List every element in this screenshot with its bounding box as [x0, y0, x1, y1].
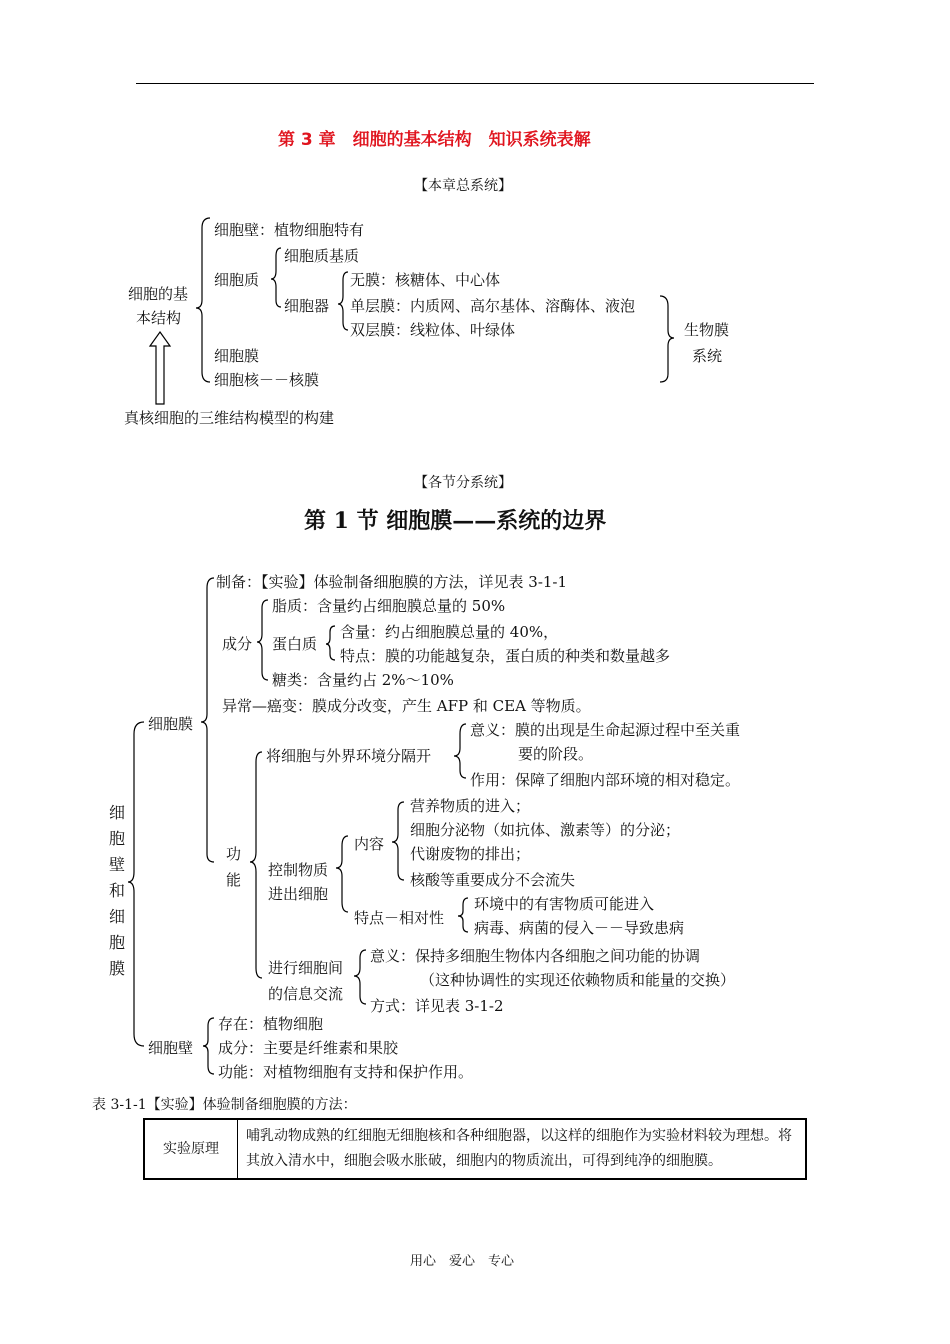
tree-composition: 成分 — [222, 635, 253, 653]
tree-feature-2: 病毒、病菌的侵入－－导致患病 — [474, 919, 685, 937]
table-caption: 表 3-1-1【实验】体验制备细胞膜的方法： — [92, 1097, 357, 1113]
overview-biomembrane-line2: 系统 — [692, 347, 723, 365]
brace-protein — [326, 626, 335, 660]
overview-biomembrane-line1: 生物膜 — [684, 321, 730, 339]
tree-root-char: 胞 — [108, 933, 125, 952]
overview-organelles: 细胞器 — [284, 297, 330, 315]
tree-separate: 将细胞与外界环境分隔开 — [266, 747, 432, 765]
tree-control-2: 进出细胞 — [268, 885, 329, 903]
tree-cancer: 异常—癌变：膜成分改变，产生 AFP 和 CEA 等物质。 — [222, 697, 591, 715]
tree-comm-2: 的信息交流 — [268, 985, 344, 1003]
tree-comm-meaning-2: （这种协调性的实现还依赖物质和能量的交换） — [420, 971, 736, 989]
tree-meaning-2: 要的阶段。 — [518, 745, 594, 763]
section-title: 第 1 节 细胞膜——系统的边界 — [304, 508, 607, 534]
tree-membrane: 细胞膜 — [148, 715, 194, 733]
overview-wall: 细胞壁：植物细胞特有 — [214, 221, 365, 239]
brace-wall — [203, 1018, 214, 1074]
brace-composition — [257, 600, 268, 680]
overview-nucleus: 细胞核－－核膜 — [214, 371, 320, 389]
tree-function-2: 能 — [226, 871, 242, 889]
table-row — [144, 1119, 806, 1179]
table-row-head: 实验原理 — [144, 1119, 238, 1179]
tree-root-char: 细 — [108, 907, 125, 926]
overview-cell-membrane: 细胞膜 — [214, 347, 260, 365]
overview-model: 真核细胞的三维结构模型的构建 — [124, 409, 335, 427]
tree-feature-1: 环境中的有害物质可能进入 — [474, 895, 655, 913]
tree-prep: 制备：【实验】体验制备细胞膜的方法，详见表 3-1-1 — [216, 573, 568, 591]
overview-cytoplasm: 细胞质 — [214, 271, 260, 289]
overview-no-membrane: 无膜：核糖体、中心体 — [350, 271, 501, 289]
tree-wall-exist: 存在：植物细胞 — [218, 1015, 324, 1033]
tree-comm-meaning-1: 意义：保持多细胞生物体内各细胞之间功能的协调 — [370, 947, 701, 965]
tree-root-char: 细 — [108, 803, 125, 822]
tree-lipid: 脂质：含量约占细胞膜总量的 50% — [272, 597, 506, 615]
tree-effect: 作用：保障了细胞内部环境的相对稳定。 — [470, 771, 741, 789]
chapter-title: 第 3 章 细胞的基本结构 知识系统表解 — [278, 130, 591, 150]
tree-root-char: 和 — [108, 881, 125, 900]
overview-single-membrane: 单层膜：内质网、高尔基体、溶酶体、液泡 — [350, 297, 636, 315]
tree-root-label — [106, 800, 128, 982]
tree-protein-feature: 特点：膜的功能越复杂，蛋白质的种类和数量越多 — [340, 647, 671, 665]
tree-comm-1: 进行细胞间 — [268, 959, 344, 977]
tree-root-char: 膜 — [108, 959, 125, 978]
overview-matrix: 细胞质基质 — [284, 247, 360, 265]
tree-meaning-1: 意义：膜的出现是生命起源过程中至关重 — [470, 721, 741, 739]
overview-double-membrane: 双层膜：线粒体、叶绿体 — [350, 321, 516, 339]
tree-feature: 特点－相对性 — [354, 909, 445, 927]
tree-control-1: 控制物质 — [268, 861, 329, 879]
brace-membrane — [201, 578, 214, 862]
table-row-text: 哺乳动物成熟的红细胞无细胞核和各种细胞器，以这样的细胞作为实验材料较为理想。将其放入清水中，细胞会吸水胀破，细胞内的物质流出，可得到纯净的细胞膜。 — [238, 1119, 807, 1179]
overview-root-line1: 细胞的基 — [128, 285, 189, 303]
brace-separate — [454, 724, 466, 778]
tree-wall-comp: 成分：主要是纤维素和果胶 — [218, 1039, 399, 1057]
tree-comm-way: 方式：详见表 3-1-2 — [370, 997, 504, 1015]
brace-feature — [458, 898, 468, 932]
tree-sugar: 糖类：含量约占 2%～10% — [272, 671, 454, 689]
overview-root-line2: 本结构 — [136, 309, 182, 327]
tree-root-char: 胞 — [108, 829, 125, 848]
brace-content — [392, 802, 404, 880]
brace-comm — [354, 950, 366, 1004]
experiment-table — [143, 1118, 807, 1180]
tree-wall: 细胞壁 — [148, 1039, 194, 1057]
brace-control — [336, 836, 348, 912]
brace-function — [250, 752, 262, 978]
tree-protein: 蛋白质 — [272, 635, 318, 653]
tree-content: 内容 — [354, 835, 385, 853]
tree-content-2: 细胞分泌物（如抗体、激素等）的分泌； — [410, 821, 681, 839]
tree-root-char: 壁 — [108, 855, 125, 874]
tree-protein-content: 含量：约占细胞膜总量的 40%， — [340, 623, 559, 641]
brace-root — [128, 722, 144, 1046]
tree-content-3: 代谢废物的排出； — [410, 845, 531, 863]
page-footer: 用心 爱心 专心 — [410, 1254, 515, 1269]
overview-heading: 【本章总系统】 — [414, 178, 512, 194]
section-heading: 【各节分系统】 — [414, 475, 512, 491]
tree-wall-func: 功能：对植物细胞有支持和保护作用。 — [218, 1063, 474, 1081]
tree-function-1: 功 — [226, 845, 242, 863]
tree-content-4: 核酸等重要成分不会流失 — [410, 871, 576, 889]
tree-content-1: 营养物质的进入； — [410, 797, 531, 815]
